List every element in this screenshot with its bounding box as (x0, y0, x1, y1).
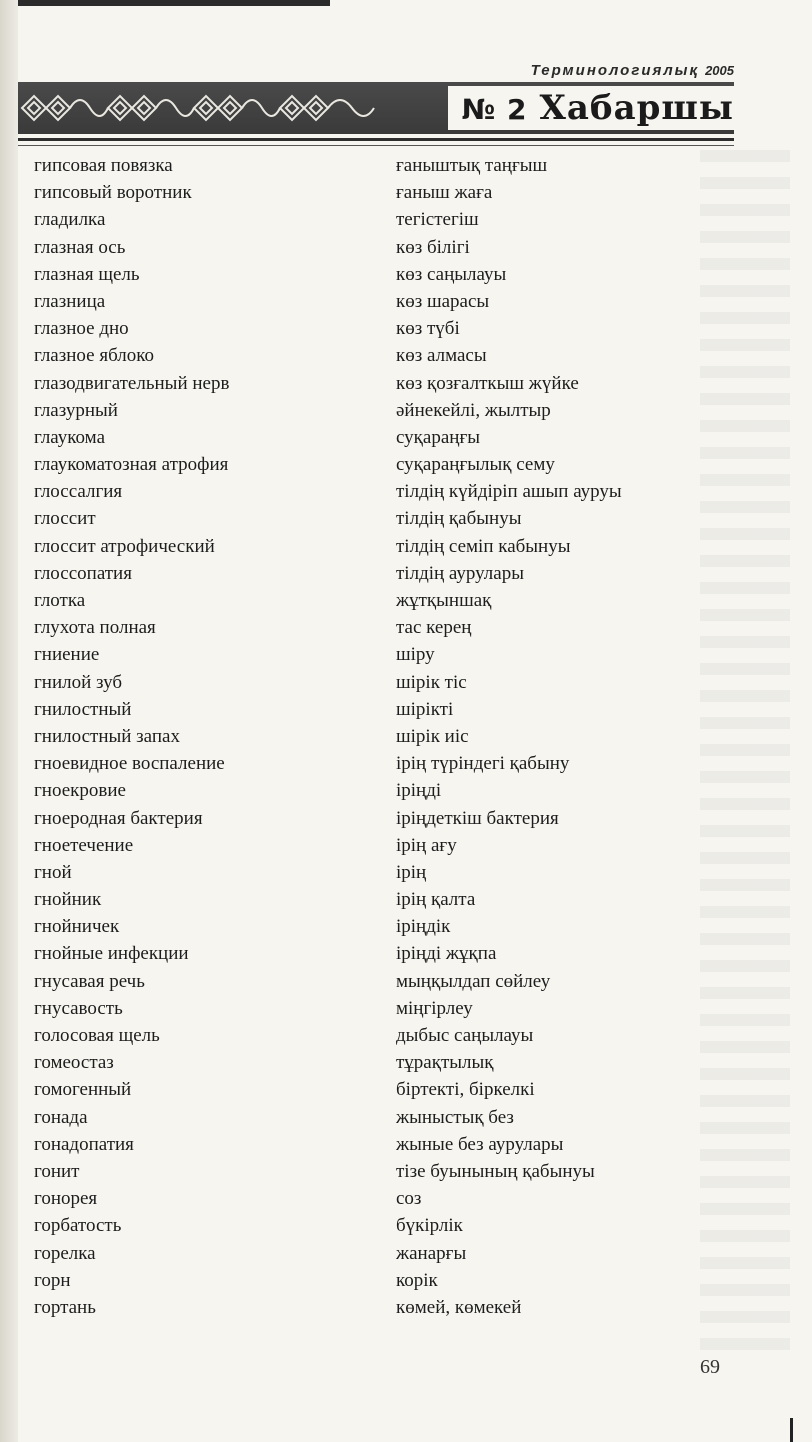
russian-term: гипсовая повязка (34, 155, 173, 176)
glossary-entry (28, 1049, 708, 1076)
glossary-entry (28, 805, 708, 832)
kazakh-term: әйнекейлі, жылтыр (396, 399, 551, 421)
glossary-entry (28, 968, 708, 995)
russian-term: гортань (34, 1296, 96, 1318)
kazakh-term: тілдің семіп кабынуы (396, 535, 571, 557)
russian-term: глаукома (34, 426, 106, 448)
glossary-entry (28, 370, 708, 397)
journal-title-text: Хабаршы (539, 88, 734, 128)
kazakh-term: жұтқыншақ (396, 590, 492, 611)
glossary-entry (28, 859, 708, 886)
glossary-entry (28, 832, 708, 859)
glossary-entry (28, 397, 708, 424)
kazakh-term: көз алмасы (396, 345, 487, 367)
kazakh-term: ғаныш жаға (396, 182, 493, 204)
kazakh-term: іріңдік (396, 916, 451, 938)
russian-term: гнусавость (34, 997, 123, 1019)
kazakh-term: дыбыс саңылауы (396, 1025, 534, 1046)
russian-term: гнилостный (34, 698, 132, 720)
glossary-entry (28, 1240, 708, 1267)
glossary-entry (28, 315, 708, 342)
kazakh-term: бүкірлік (396, 1215, 463, 1237)
russian-term: гладилка (34, 209, 106, 231)
journal-header (531, 62, 734, 79)
glossary-entry (28, 424, 708, 451)
russian-term: гнойные инфекции (34, 943, 189, 965)
russian-term: глазное дно (34, 318, 129, 340)
glossary-entry (28, 913, 708, 940)
russian-term: глоссопатия (34, 562, 132, 584)
header-banner (18, 82, 734, 134)
kazakh-term: тас керең (396, 617, 472, 639)
glossary-entry (28, 1267, 708, 1294)
russian-term: гной (34, 861, 72, 883)
glossary-entry (28, 1131, 708, 1158)
russian-term: глазное яблоко (34, 345, 155, 367)
russian-term: гниение (34, 644, 100, 666)
glossary-entry (28, 206, 708, 233)
glossary-entry (28, 234, 708, 261)
russian-term: гомеостаз (34, 1052, 114, 1074)
kazakh-term: суқараңғы (396, 426, 481, 448)
kazakh-term: ғаныштық таңғыш (396, 155, 548, 176)
kazakh-term: тілдің қабынуы (396, 508, 522, 530)
kazakh-term: іріңдеткіш бактерия (396, 807, 559, 829)
bleed-through-text (700, 150, 790, 1350)
glossary-entry (28, 1185, 708, 1212)
kazakh-term: көз шарасы (396, 290, 490, 312)
ornament-pattern-icon (18, 82, 378, 134)
russian-term: гонорея (34, 1188, 98, 1210)
russian-term: гнойничек (34, 916, 120, 938)
kazakh-term: біртекті, біркелкі (396, 1079, 535, 1101)
russian-term: гнилостный запах (34, 725, 180, 747)
russian-term: глазная ось (34, 236, 126, 258)
kazakh-term: көз түбі (396, 318, 460, 340)
glossary-entry (28, 1294, 708, 1321)
journal-year: 2005 (705, 63, 734, 78)
kazakh-term: міңгірлеу (396, 997, 473, 1019)
russian-term: гноекровие (34, 780, 126, 802)
glossary-entry (28, 696, 708, 723)
glossary-entry (28, 641, 708, 668)
glossary-entry (28, 451, 708, 478)
glossary-entry (28, 1076, 708, 1103)
page-spine-mark (790, 1418, 793, 1442)
kazakh-term: көз қозғалткыш жүйке (396, 372, 579, 394)
kazakh-term: корік (396, 1269, 438, 1291)
russian-term: глоссалгия (34, 481, 123, 503)
glossary-list (28, 152, 708, 1321)
glossary-entry (28, 1212, 708, 1239)
russian-term: гнусавая речь (34, 970, 145, 992)
kazakh-term: іріңді жұқпа (396, 943, 497, 965)
glossary-entry (28, 505, 708, 532)
russian-term: глаукоматозная атрофия (34, 454, 229, 476)
kazakh-term: тілдің аурулары (396, 562, 524, 584)
issue-number: № 2 (461, 93, 528, 126)
russian-term: глазница (34, 290, 106, 312)
kazakh-term: соз (396, 1188, 422, 1210)
russian-term: горбатость (34, 1215, 122, 1237)
glossary-entry (28, 777, 708, 804)
russian-term: гноевидное воспаление (34, 753, 225, 775)
kazakh-term: шірікті (396, 698, 454, 720)
kazakh-term: жыныстық без (396, 1106, 514, 1128)
russian-term: глоссит (34, 508, 96, 530)
glossary-entry (28, 179, 708, 206)
journal-title (448, 86, 734, 130)
russian-term: глотка (34, 590, 86, 611)
russian-term: гонит (34, 1160, 80, 1182)
kazakh-term: тілдің күйдіріп ашып ауруы (396, 481, 622, 503)
kazakh-term: суқараңғылық сему (396, 454, 555, 476)
glossary-entry (28, 587, 708, 614)
glossary-entry (28, 342, 708, 369)
russian-term: глоссит атрофический (34, 535, 215, 557)
kazakh-term: мыңқылдап сөйлеу (396, 970, 551, 992)
kazakh-term: шірік тіс (396, 671, 467, 693)
russian-term: горелка (34, 1242, 96, 1264)
russian-term: гнойник (34, 889, 102, 911)
glossary-entry (28, 1022, 708, 1049)
glossary-entry (28, 261, 708, 288)
russian-term: гонада (34, 1106, 88, 1128)
russian-term: гнилой зуб (34, 671, 123, 693)
glossary-entry (28, 750, 708, 777)
glossary-entry (28, 560, 708, 587)
glossary-entry (28, 1104, 708, 1131)
glossary-entry (28, 533, 708, 560)
russian-term: гноеродная бактерия (34, 807, 203, 829)
glossary-entry (28, 940, 708, 967)
glossary-entry (28, 614, 708, 641)
russian-term: гноетечение (34, 834, 134, 856)
kazakh-term: көз саңылауы (396, 263, 507, 285)
journal-name: Терминологиялық (530, 62, 700, 79)
russian-term: гомогенный (34, 1079, 132, 1101)
glossary-entry (28, 1158, 708, 1185)
kazakh-term: шірік иіс (396, 725, 469, 747)
russian-term: гипсовый воротник (34, 182, 192, 204)
kazakh-term: ірің қалта (396, 889, 476, 911)
kazakh-term: тұрақтылық (396, 1052, 494, 1074)
kazakh-term: көз білігі (396, 236, 470, 258)
header-rule-thin (18, 145, 734, 146)
russian-term: глазная щель (34, 263, 140, 285)
kazakh-term: жанарғы (396, 1242, 467, 1264)
kazakh-term: көмей, көмекей (396, 1296, 522, 1318)
kazakh-term: тегістегіш (396, 209, 479, 231)
page-number: 69 (700, 1356, 720, 1378)
kazakh-term: ірің (396, 861, 427, 883)
glossary-entry (28, 152, 708, 179)
russian-term: глазодвигательный нерв (34, 372, 230, 394)
glossary-entry (28, 886, 708, 913)
russian-term: голосовая щель (34, 1025, 160, 1046)
kazakh-term: жыные без аурулары (396, 1133, 564, 1155)
kazakh-term: ірің ағу (396, 834, 457, 856)
header-rule (18, 138, 734, 141)
glossary-entry (28, 478, 708, 505)
kazakh-term: шіру (396, 644, 435, 666)
glossary-entry (28, 669, 708, 696)
glossary-entry (28, 995, 708, 1022)
russian-term: гонадопатия (34, 1133, 134, 1155)
russian-term: глазурный (34, 399, 118, 421)
glossary-entry (28, 723, 708, 750)
top-edge-bar (18, 0, 330, 6)
page-left-edge (0, 0, 18, 1442)
kazakh-term: тізе буынының қабынуы (396, 1160, 595, 1182)
russian-term: глухота полная (34, 617, 156, 639)
kazakh-term: ірің түріндегі қабыну (396, 753, 570, 775)
glossary-entry (28, 288, 708, 315)
kazakh-term: іріңді (396, 780, 442, 802)
russian-term: горн (34, 1269, 71, 1291)
